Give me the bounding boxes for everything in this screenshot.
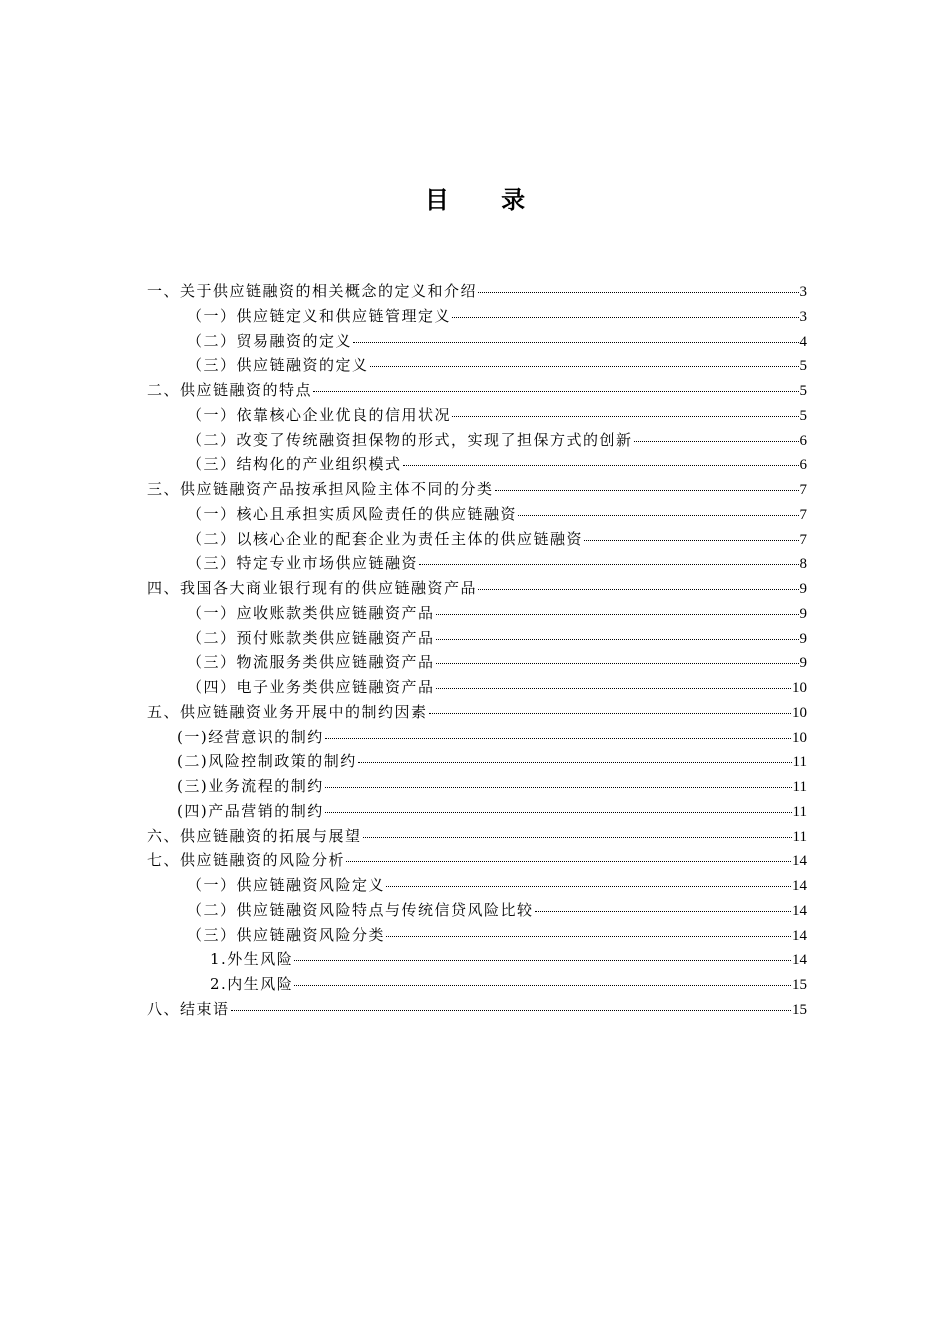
toc-page-number: 5	[799, 358, 807, 375]
toc-page-number: 7	[799, 482, 807, 498]
toc-dot-leader	[325, 812, 792, 813]
toc-page-number: 7	[799, 531, 807, 548]
toc-entry[interactable]	[147, 923, 807, 948]
toc-entry-title: （一）供应链定义和供应链管理定义	[187, 306, 452, 325]
toc-entry-title: （一）应收账款类供应链融资产品	[187, 603, 435, 622]
toc-page-number: 10	[792, 704, 807, 721]
toc-entry[interactable]	[147, 848, 807, 873]
toc-entry-title: 六、供应链融资的拓展与展望	[147, 826, 362, 845]
toc-entry[interactable]	[147, 551, 807, 576]
toc-dot-leader	[370, 366, 799, 367]
toc-dot-leader	[403, 465, 799, 466]
toc-entry-title: (二)风险控制政策的制约	[177, 752, 357, 771]
toc-entry[interactable]	[147, 403, 807, 428]
toc-page-number: 14	[792, 878, 807, 894]
toc-page-number: 3	[799, 284, 807, 300]
toc-dot-leader	[346, 861, 791, 862]
toc-dot-leader	[495, 490, 799, 491]
toc-entry[interactable]	[147, 353, 807, 378]
toc-page-number: 9	[799, 630, 807, 647]
toc-entry-title: 五、供应链融资业务开展中的制约因素	[147, 702, 428, 721]
toc-entry-title: （一）依靠核心企业优良的信用状况	[187, 405, 452, 424]
toc-entry[interactable]	[147, 279, 807, 304]
table-of-contents	[147, 279, 807, 1022]
toc-entry[interactable]	[147, 898, 807, 923]
toc-entry[interactable]	[147, 601, 807, 626]
toc-entry[interactable]	[147, 329, 807, 354]
toc-entry[interactable]	[147, 873, 807, 898]
toc-page-number: 4	[799, 333, 807, 350]
toc-dot-leader	[584, 540, 798, 541]
toc-dot-leader	[452, 317, 798, 318]
toc-entry[interactable]	[147, 972, 807, 997]
toc-page-number: 9	[799, 655, 807, 672]
toc-page-number: 9	[799, 581, 807, 597]
toc-page-number: 5	[799, 407, 807, 424]
toc-entry[interactable]	[147, 824, 807, 849]
toc-entry[interactable]	[147, 576, 807, 601]
toc-entry[interactable]	[147, 626, 807, 651]
toc-page-number: 14	[792, 927, 807, 944]
toc-dot-leader	[325, 787, 792, 788]
toc-dot-leader	[325, 738, 791, 739]
toc-dot-leader	[386, 886, 791, 887]
toc-page-number: 15	[792, 977, 807, 993]
toc-dot-leader	[353, 342, 798, 343]
toc-dot-leader	[535, 911, 791, 912]
toc-entry[interactable]	[147, 428, 807, 453]
toc-entry-title: （二）供应链融资风险特点与传统信贷风险比较	[187, 900, 534, 919]
toc-entry-title: （三）结构化的产业组织模式	[187, 455, 402, 474]
toc-dot-leader	[436, 688, 791, 689]
toc-dot-leader	[478, 589, 798, 590]
toc-page-number: 3	[799, 308, 807, 325]
toc-entry[interactable]	[147, 997, 807, 1022]
toc-dot-leader	[358, 762, 792, 763]
toc-entry[interactable]	[147, 947, 807, 972]
toc-page-number: 6	[799, 432, 807, 449]
toc-dot-leader	[436, 614, 799, 615]
toc-page-number: 8	[799, 556, 807, 573]
toc-page-number: 9	[799, 605, 807, 622]
toc-entry[interactable]	[147, 774, 807, 799]
toc-entry[interactable]	[147, 650, 807, 675]
toc-entry[interactable]	[147, 675, 807, 700]
toc-entry-title: （一）供应链融资风险定义	[187, 876, 386, 894]
toc-entry-title: （二）以核心企业的配套企业为责任主体的供应链融资	[187, 529, 584, 548]
toc-entry-title: （三）特定专业市场供应链融资	[187, 554, 419, 573]
toc-entry[interactable]	[147, 477, 807, 502]
toc-page-number: 6	[799, 457, 807, 474]
toc-entry-title: 八、结束语	[147, 999, 230, 1018]
toc-entry[interactable]	[147, 502, 807, 527]
toc-entry-title: 四、我国各大商业银行现有的供应链融资产品	[147, 579, 478, 597]
toc-entry-title: (一)经营意识的制约	[177, 727, 324, 746]
toc-entry[interactable]	[147, 700, 807, 725]
toc-entry-title: （三）物流服务类供应链融资产品	[187, 653, 435, 672]
toc-page-number: 10	[792, 680, 807, 696]
toc-entry[interactable]	[147, 378, 807, 403]
toc-entry-title: （二）贸易融资的定义	[187, 331, 353, 350]
toc-page-number: 11	[792, 828, 807, 845]
toc-entry[interactable]	[147, 452, 807, 477]
toc-entry-title: (四)产品营销的制约	[177, 801, 324, 820]
toc-page-number: 5	[799, 383, 807, 399]
toc-entry-title: 2.内生风险	[210, 975, 294, 993]
toc-dot-leader	[363, 837, 792, 838]
toc-dot-leader	[294, 960, 791, 961]
toc-page-number: 14	[792, 853, 807, 870]
toc-entry-title: （四）电子业务类供应链融资产品	[187, 678, 435, 696]
toc-entry-title: （二）改变了传统融资担保物的形式，实现了担保方式的创新	[187, 430, 633, 449]
toc-dot-leader	[436, 663, 799, 664]
toc-entry-title: 七、供应链融资的风险分析	[147, 851, 346, 870]
toc-dot-leader	[478, 292, 798, 293]
toc-dot-leader	[231, 1010, 791, 1011]
toc-entry[interactable]	[147, 725, 807, 750]
toc-entry-title: （三）供应链融资风险分类	[187, 925, 386, 944]
toc-dot-leader	[313, 391, 798, 392]
toc-page-number: 15	[792, 1001, 807, 1018]
toc-dot-leader	[429, 713, 791, 714]
toc-entry-title: （二）预付账款类供应链融资产品	[187, 628, 435, 647]
toc-dot-leader	[386, 936, 791, 937]
toc-entry[interactable]	[147, 304, 807, 329]
toc-page-number: 11	[792, 803, 807, 820]
toc-entry[interactable]	[147, 527, 807, 552]
toc-dot-leader	[436, 639, 799, 640]
toc-entry-title: 一、关于供应链融资的相关概念的定义和介绍	[147, 282, 478, 300]
toc-entry-title: （一）核心且承担实质风险责任的供应链融资	[187, 504, 518, 523]
toc-page-number: 14	[792, 952, 807, 969]
toc-entry-title: 二、供应链融资的特点	[147, 381, 313, 399]
toc-page-number: 11	[792, 779, 807, 795]
toc-dot-leader	[518, 515, 798, 516]
toc-entry-title: (三)业务流程的制约	[177, 777, 324, 795]
toc-page-number: 10	[792, 729, 807, 746]
toc-dot-leader	[294, 985, 791, 986]
toc-entry[interactable]	[147, 799, 807, 824]
toc-entry-title: 1.外生风险	[210, 950, 294, 969]
toc-dot-leader	[419, 564, 798, 565]
toc-page-number: 11	[792, 754, 807, 771]
toc-page-number: 14	[792, 902, 807, 919]
toc-dot-leader	[634, 441, 799, 442]
toc-page-number: 7	[799, 506, 807, 523]
toc-entry-title: 三、供应链融资产品按承担风险主体不同的分类	[147, 480, 494, 498]
toc-entry-title: （三）供应链融资的定义	[187, 356, 369, 375]
toc-title: 目 录	[424, 186, 548, 214]
toc-entry[interactable]	[147, 749, 807, 774]
toc-dot-leader	[452, 416, 798, 417]
